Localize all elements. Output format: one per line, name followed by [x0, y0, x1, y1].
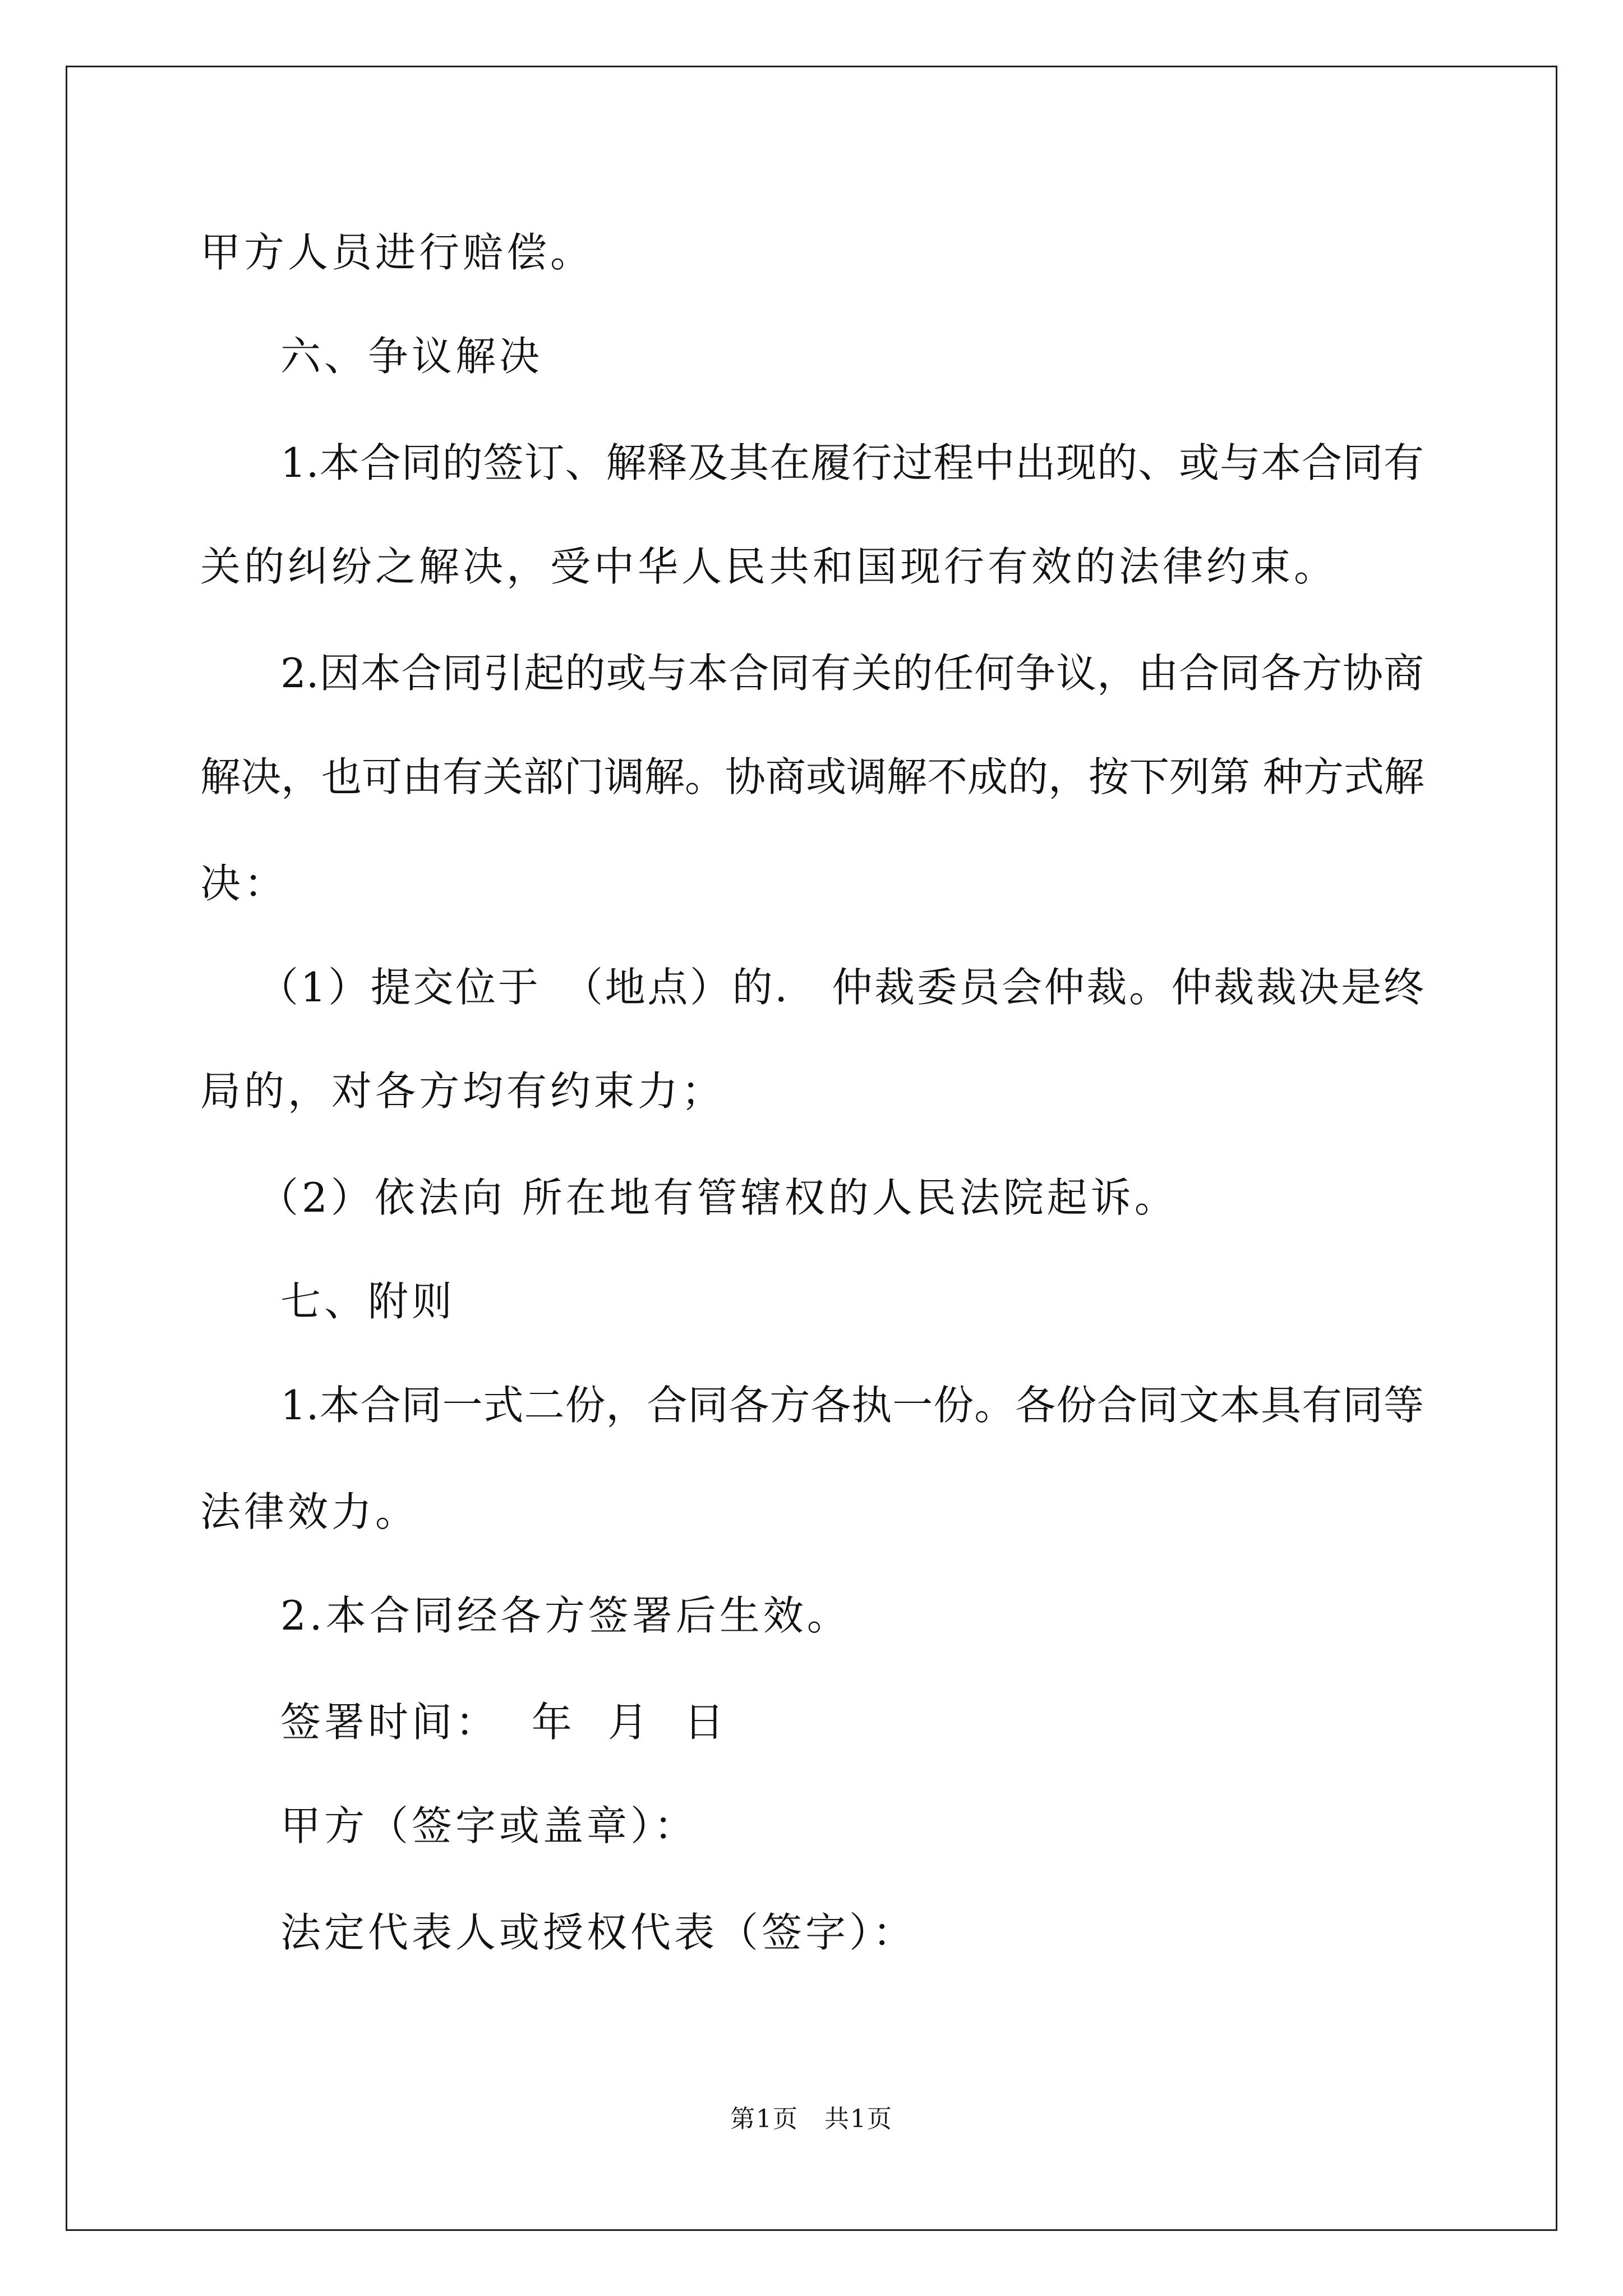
- section-heading: 六、争议解决: [280, 333, 543, 380]
- paragraph-line: 决：: [200, 860, 288, 907]
- paragraph-line: 2.本合同经各方签署后生效。: [280, 1592, 851, 1639]
- page-footer: 第1页 共1页: [730, 2105, 893, 2133]
- legal-representative-line: 法定代表人或授权代表（签字）：: [280, 1909, 917, 1956]
- paragraph-line: 2.因本合同引起的或与本合同有关的任何争议，由合同各方协商: [280, 650, 1424, 697]
- section-heading: 七、附则: [280, 1278, 456, 1325]
- party-a-signature-line: 甲方（签字或盖章）：: [280, 1802, 698, 1849]
- paragraph-line: （1）提交位于 （地点）的. 仲裁委员会仲裁。仲裁裁决是终: [258, 964, 1424, 1011]
- paragraph-line: 解决，也可由有关部门调解。协商或调解不成的，按下列第 种方式解: [200, 753, 1424, 800]
- paragraph-line: 法律效力。: [200, 1488, 419, 1535]
- paragraph-line: 甲方人员进行赔偿。: [200, 229, 594, 276]
- paragraph-line: （2）依法向 所在地有管辖权的人民法院起诉。: [258, 1174, 1178, 1221]
- paragraph-line: 1.本合同的签订、解释及其在履行过程中出现的、或与本合同有: [280, 439, 1424, 486]
- paragraph-line: 关的纠纷之解决，受中华人民共和国现行有效的法律约束。: [200, 543, 1338, 590]
- paragraph-line: 1.本合同一式二份，合同各方各执一份。各份合同文本具有同等: [280, 1382, 1424, 1429]
- paragraph-line: 局的，对各方均有约束力；: [200, 1068, 726, 1115]
- signing-date-line: 签署时间： 年 月 日: [280, 1699, 728, 1746]
